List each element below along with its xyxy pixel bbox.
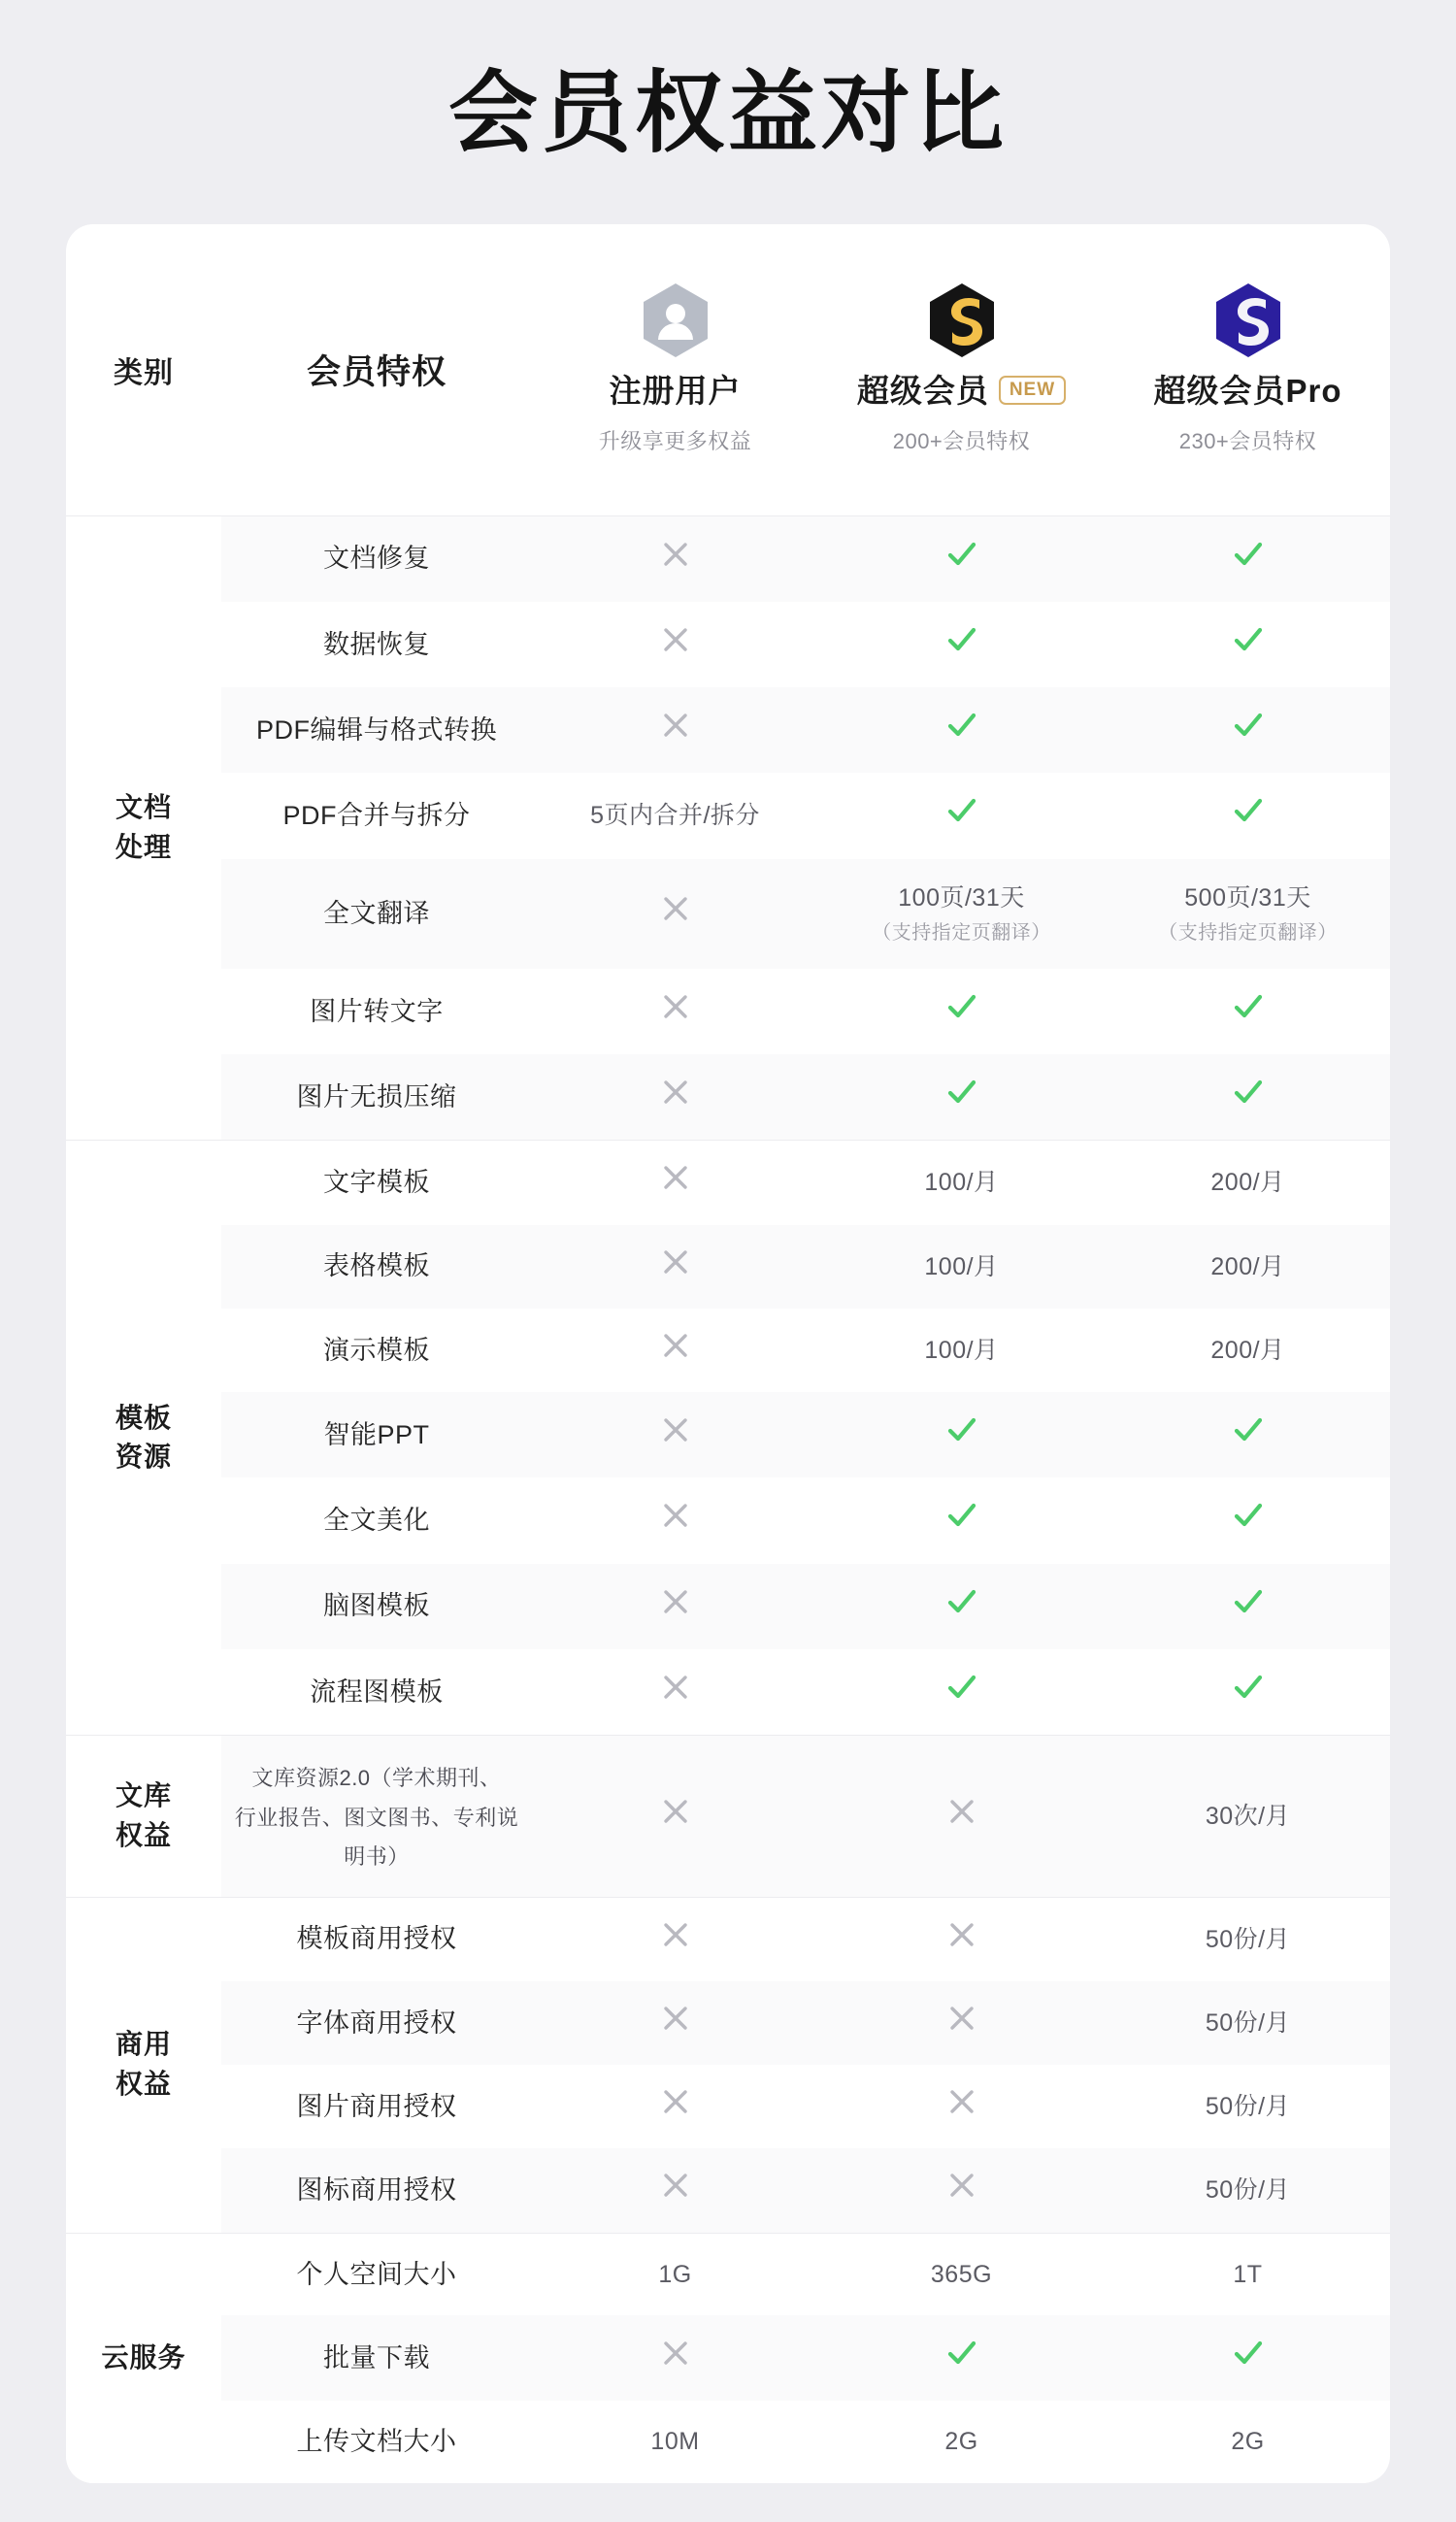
check-icon	[945, 538, 978, 571]
value-cell-plan-1	[818, 1477, 1105, 1563]
cell-value-note: （支持指定页翻译）	[872, 921, 1051, 944]
cell-value: 30次/月	[1205, 1802, 1291, 1830]
value-cell-plan-1	[818, 1054, 1105, 1141]
value-cell-plan-0	[532, 1392, 818, 1477]
feature-label: 脑图模板	[323, 1591, 430, 1621]
check-icon	[1232, 2337, 1265, 2370]
value-cell-plan-0	[532, 602, 818, 687]
feature-label: 智能PPT	[323, 1419, 430, 1449]
feature-cell	[221, 1392, 532, 1477]
value-cell-plan-2	[1105, 2401, 1390, 2483]
table-row	[66, 859, 1390, 969]
cross-icon	[946, 1796, 977, 1827]
value-cell-plan-0	[532, 1141, 818, 1225]
feature-cell	[221, 1649, 532, 1736]
check-icon	[945, 2337, 978, 2370]
feature-cell	[221, 1736, 532, 1898]
value-cell-plan-1	[818, 1225, 1105, 1309]
table-row	[66, 1477, 1390, 1563]
cross-icon	[660, 2086, 691, 2117]
cross-icon	[660, 624, 691, 655]
check-icon	[945, 1671, 978, 1704]
cell-value: 50份/月	[1205, 2093, 1291, 2120]
value-cell-plan-2	[1105, 1736, 1390, 1898]
value-cell-plan-1	[818, 2148, 1105, 2233]
table-row	[66, 602, 1390, 687]
cell-value: 365G	[930, 2260, 993, 2288]
check-icon	[1232, 1413, 1265, 1446]
cell-value: 50份/月	[1205, 1925, 1291, 1953]
cross-icon	[660, 2170, 691, 2201]
table-row	[66, 1736, 1390, 1898]
table-row	[66, 687, 1390, 773]
plan-subtitle: 230+会员特权	[1178, 428, 1317, 453]
cross-icon	[660, 539, 691, 570]
value-cell-plan-0	[532, 1477, 818, 1563]
feature-cell	[221, 1564, 532, 1649]
check-icon	[1232, 1499, 1265, 1532]
cross-icon	[946, 1919, 977, 1950]
feature-label: 文字模板	[323, 1168, 430, 1198]
feature-cell	[221, 1225, 532, 1309]
value-cell-plan-2	[1105, 1564, 1390, 1649]
value-cell-plan-2	[1105, 1309, 1390, 1392]
value-cell-plan-2	[1105, 2148, 1390, 2233]
check-icon	[945, 1413, 978, 1446]
table-row	[66, 1897, 1390, 1981]
value-cell-plan-2	[1105, 1477, 1390, 1563]
cross-icon	[660, 1796, 691, 1827]
value-cell-plan-1	[818, 859, 1105, 969]
feature-label: 文档修复	[323, 544, 430, 574]
value-cell-plan-0	[532, 687, 818, 773]
plan-name	[532, 366, 818, 412]
cell-value: 10M	[650, 2428, 700, 2456]
cross-icon	[946, 2170, 977, 2201]
value-cell-plan-0	[532, 1564, 818, 1649]
cell-value: 50份/月	[1205, 2176, 1291, 2205]
plan-column-registered	[532, 224, 818, 515]
value-cell-plan-0	[532, 969, 818, 1054]
table-row	[66, 1309, 1390, 1392]
feature-cell	[221, 1477, 532, 1563]
value-cell-plan-1	[818, 1564, 1105, 1649]
value-cell-plan-2	[1105, 859, 1390, 969]
feature-cell	[221, 1981, 532, 2065]
plan-name-text: 超级会员	[856, 372, 989, 409]
value-cell-plan-0	[532, 859, 818, 969]
value-cell-plan-0	[532, 1054, 818, 1141]
cell-value: 500页/31天 （支持指定页翻译）	[1114, 884, 1381, 947]
cross-icon	[660, 893, 691, 924]
super-member-icon	[818, 284, 1105, 356]
check-icon	[1232, 990, 1265, 1023]
feature-label: 图标商用授权	[296, 2175, 457, 2206]
category-label: 文档 处理	[66, 515, 221, 1141]
super-member-pro-icon	[1105, 284, 1390, 356]
feature-cell	[221, 1897, 532, 1981]
check-icon	[1232, 538, 1265, 571]
value-cell-plan-1	[818, 1141, 1105, 1225]
feature-label: 表格模板	[323, 1251, 430, 1281]
cross-icon	[946, 2086, 977, 2117]
category-label: 模板 资源	[66, 1141, 221, 1736]
cell-value: 1T	[1233, 2260, 1263, 2288]
value-cell-plan-0	[532, 773, 818, 858]
cell-value: 100/月	[924, 1336, 999, 1364]
feature-label: 模板商用授权	[296, 1924, 457, 1954]
feature-cell	[221, 2401, 532, 2483]
cell-value: 2G	[944, 2428, 978, 2456]
value-cell-plan-2	[1105, 2315, 1390, 2401]
value-cell-plan-1	[818, 969, 1105, 1054]
cell-value: 50份/月	[1205, 2008, 1291, 2037]
feature-cell	[221, 773, 532, 858]
value-cell-plan-1	[818, 1897, 1105, 1981]
value-cell-plan-0	[532, 1649, 818, 1736]
cross-icon	[660, 1246, 691, 1278]
cross-icon	[660, 2003, 691, 2034]
feature-label: 图片转文字	[310, 996, 444, 1026]
table-header-row	[66, 224, 1390, 515]
check-icon	[945, 1585, 978, 1618]
feature-label: 全文翻译	[323, 898, 430, 928]
check-icon	[1232, 1671, 1265, 1704]
cross-icon	[660, 1330, 691, 1361]
value-cell-plan-2	[1105, 1225, 1390, 1309]
value-cell-plan-2	[1105, 1981, 1390, 2065]
value-cell-plan-1	[818, 1309, 1105, 1392]
check-icon	[1232, 794, 1265, 827]
value-cell-plan-2	[1105, 1897, 1390, 1981]
table-row	[66, 2315, 1390, 2401]
plan-column-super	[818, 224, 1105, 515]
check-icon	[1232, 1585, 1265, 1618]
cross-icon	[660, 1586, 691, 1617]
benefits-comparison-table	[66, 224, 1390, 2483]
cross-icon	[660, 1672, 691, 1703]
feature-label: 个人空间大小	[296, 2259, 457, 2289]
value-cell-plan-2	[1105, 602, 1390, 687]
cell-value: 2G	[1231, 2428, 1265, 2456]
plan-column-super-pro	[1105, 224, 1390, 515]
table-row	[66, 2233, 1390, 2315]
value-cell-plan-1	[818, 1981, 1105, 2065]
cross-icon	[946, 2003, 977, 2034]
header-feature: 会员特权	[306, 352, 447, 391]
page-title: 会员权益对比	[447, 64, 1008, 163]
feature-cell	[221, 515, 532, 602]
check-icon	[945, 794, 978, 827]
value-cell-plan-0	[532, 2401, 818, 2483]
plan-subtitle: 升级享更多权益	[598, 428, 752, 453]
cross-icon	[660, 1077, 691, 1108]
cell-value: 200/月	[1210, 1169, 1285, 1197]
feature-cell	[221, 2065, 532, 2148]
category-label: 文库 权益	[66, 1736, 221, 1898]
cross-icon	[660, 710, 691, 741]
check-icon	[945, 990, 978, 1023]
table-row	[66, 1225, 1390, 1309]
value-cell-plan-2	[1105, 687, 1390, 773]
value-cell-plan-2	[1105, 1649, 1390, 1736]
table-row	[66, 2065, 1390, 2148]
value-cell-plan-1	[818, 2233, 1105, 2315]
feature-label: 数据恢复	[323, 629, 430, 659]
cross-icon	[660, 1414, 691, 1445]
check-icon	[945, 709, 978, 742]
feature-cell	[221, 602, 532, 687]
cell-value: 1G	[658, 2260, 692, 2288]
plan-name	[1105, 366, 1390, 412]
value-cell-plan-0	[532, 1981, 818, 2065]
feature-cell	[221, 859, 532, 969]
feature-cell	[221, 1141, 532, 1225]
plan-name-text: 超级会员Pro	[1153, 372, 1342, 409]
feature-label: 演示模板	[323, 1335, 430, 1365]
cell-value-note: （支持指定页翻译）	[1158, 921, 1338, 944]
cross-icon	[660, 2338, 691, 2369]
feature-cell	[221, 969, 532, 1054]
feature-label: 批量下载	[323, 2342, 430, 2373]
feature-label: 流程图模板	[310, 1676, 444, 1707]
value-cell-plan-2	[1105, 2233, 1390, 2315]
value-cell-plan-1	[818, 1649, 1105, 1736]
feature-cell	[221, 2148, 532, 2233]
table-row	[66, 1054, 1390, 1141]
value-cell-plan-1	[818, 1736, 1105, 1898]
cell-value: 100页/31天 （支持指定页翻译）	[828, 884, 1095, 947]
value-cell-plan-1	[818, 1392, 1105, 1477]
cell-value: 100/月	[924, 1252, 999, 1280]
feature-cell	[221, 1309, 532, 1392]
table-row	[66, 1564, 1390, 1649]
value-cell-plan-2	[1105, 1054, 1390, 1141]
feature-cell	[221, 2315, 532, 2401]
feature-label: 图片无损压缩	[296, 1081, 457, 1112]
table-row	[66, 2401, 1390, 2483]
category-label: 云服务	[66, 2233, 221, 2483]
table-row	[66, 773, 1390, 858]
value-cell-plan-1	[818, 2401, 1105, 2483]
value-cell-plan-0	[532, 2065, 818, 2148]
value-cell-plan-2	[1105, 1141, 1390, 1225]
value-cell-plan-2	[1105, 969, 1390, 1054]
table-body	[66, 515, 1390, 2483]
feature-label: 字体商用授权	[296, 2008, 457, 2038]
feature-cell	[221, 687, 532, 773]
feature-label: 文库资源2.0（学术期刊、 行业报告、图文图书、专利说明书）	[234, 1766, 519, 1869]
cell-value: 200/月	[1210, 1336, 1285, 1364]
header-category: 类别	[114, 356, 174, 389]
cross-icon	[660, 991, 691, 1022]
cell-value: 200/月	[1210, 1252, 1285, 1280]
table-row	[66, 515, 1390, 602]
check-icon	[945, 1499, 978, 1532]
value-cell-plan-0	[532, 1736, 818, 1898]
value-cell-plan-0	[532, 2148, 818, 2233]
feature-label: PDF编辑与格式转换	[256, 714, 497, 745]
plan-name	[818, 366, 1105, 412]
feature-label: PDF合并与拆分	[282, 801, 471, 831]
value-cell-plan-2	[1105, 515, 1390, 602]
value-cell-plan-0	[532, 515, 818, 602]
table-row	[66, 1392, 1390, 1477]
value-cell-plan-0	[532, 1225, 818, 1309]
plan-name-text: 注册用户	[609, 372, 742, 409]
value-cell-plan-0	[532, 2233, 818, 2315]
comparison-card	[66, 224, 1390, 2483]
value-cell-plan-1	[818, 687, 1105, 773]
value-cell-plan-0	[532, 1897, 818, 1981]
value-cell-plan-1	[818, 2315, 1105, 2401]
table-row	[66, 969, 1390, 1054]
check-icon	[1232, 623, 1265, 656]
check-icon	[945, 1076, 978, 1109]
plan-subtitle: 200+会员特权	[892, 428, 1031, 453]
check-icon	[1232, 1076, 1265, 1109]
feature-label: 全文美化	[323, 1506, 430, 1536]
check-icon	[945, 623, 978, 656]
new-badge: NEW	[999, 376, 1066, 405]
value-cell-plan-1	[818, 2065, 1105, 2148]
cross-icon	[660, 1500, 691, 1531]
value-cell-plan-1	[818, 515, 1105, 602]
table-row	[66, 1141, 1390, 1225]
feature-label: 上传文档大小	[296, 2427, 457, 2457]
table-row	[66, 1649, 1390, 1736]
value-cell-plan-1	[818, 602, 1105, 687]
value-cell-plan-2	[1105, 2065, 1390, 2148]
check-icon	[1232, 709, 1265, 742]
cell-value: 100/月	[924, 1169, 999, 1197]
value-cell-plan-0	[532, 1309, 818, 1392]
table-row	[66, 1981, 1390, 2065]
feature-label: 图片商用授权	[296, 2091, 457, 2121]
category-label: 商用 权益	[66, 1897, 221, 2233]
feature-cell	[221, 2233, 532, 2315]
value-cell-plan-2	[1105, 1392, 1390, 1477]
cross-icon	[660, 1162, 691, 1193]
feature-cell	[221, 1054, 532, 1141]
cross-icon	[660, 1919, 691, 1950]
user-avatar-icon	[532, 284, 818, 356]
value-cell-plan-1	[818, 773, 1105, 858]
table-row	[66, 2148, 1390, 2233]
cell-value: 5页内合并/拆分	[590, 802, 760, 830]
value-cell-plan-2	[1105, 773, 1390, 858]
value-cell-plan-0	[532, 2315, 818, 2401]
